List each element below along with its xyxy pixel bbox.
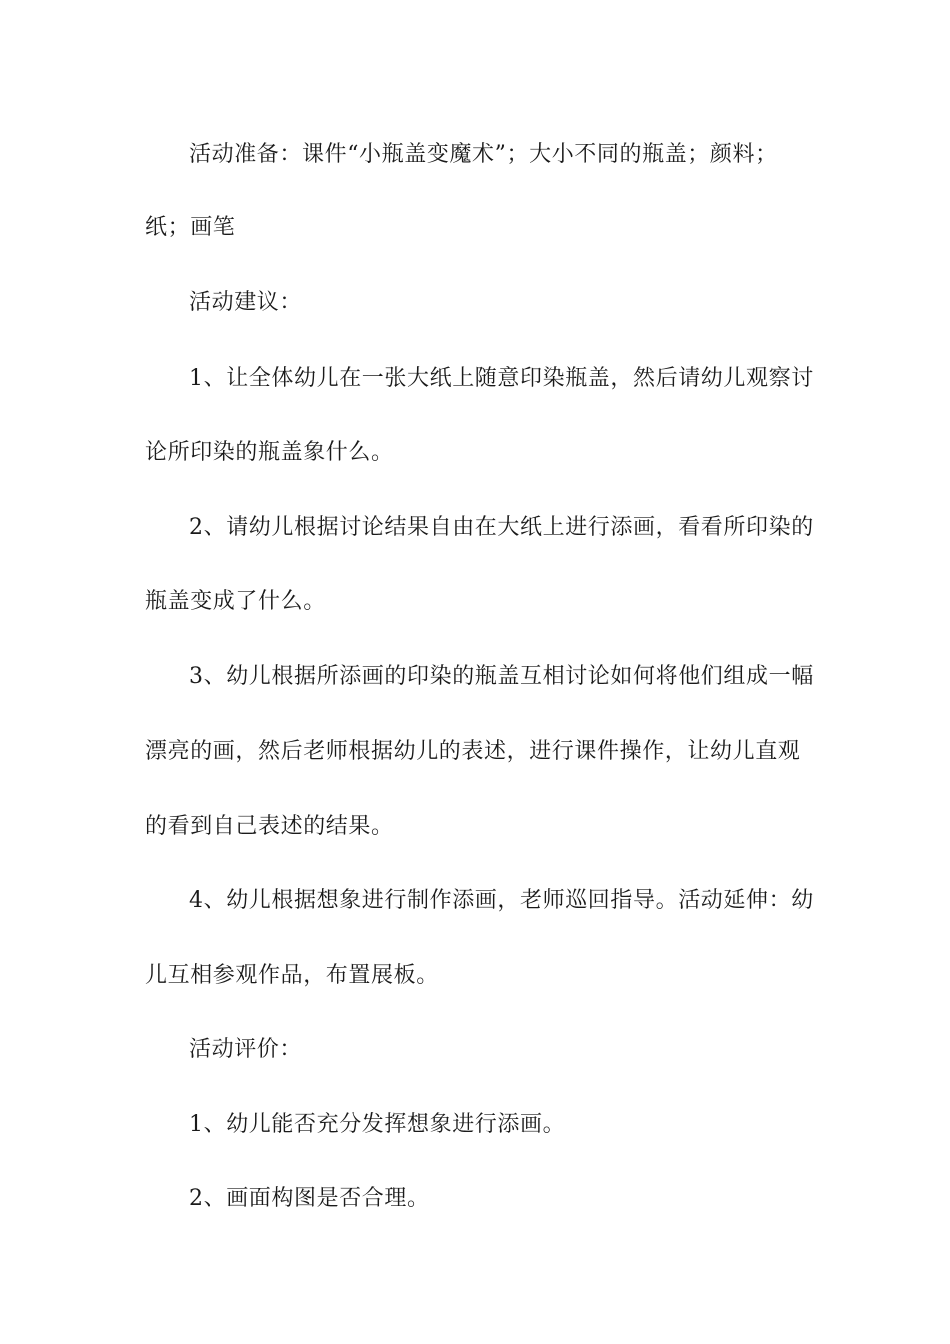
evaluation-item-1: 1、幼儿能否充分发挥想象进行添画。 (189, 1112, 566, 1137)
item-3-line-3: 的看到自己表述的结果。 (145, 814, 394, 839)
item-2-line-2: 瓶盖变成了什么。 (145, 589, 326, 614)
heading-evaluation: 活动评价： (189, 1037, 303, 1062)
item-4-line-2: 儿互相参观作品，布置展板。 (145, 963, 439, 988)
item-4-line-1: 4、幼儿根据想象进行制作添画，老师巡回指导。活动延伸：幼 (189, 888, 814, 913)
evaluation-item-2: 2、画面构图是否合理。 (189, 1186, 430, 1211)
item-3-line-2: 漂亮的画，然后老师根据幼儿的表述，进行课件操作，让幼儿直观 (145, 739, 801, 764)
item-1-line-1: 1、让全体幼儿在一张大纸上随意印染瓶盖，然后请幼儿观察讨 (189, 366, 814, 391)
item-3-line-1: 3、幼儿根据所添画的印染的瓶盖互相讨论如何将他们组成一幅 (189, 664, 814, 689)
heading-suggestions: 活动建议： (189, 290, 303, 315)
item-2-line-1: 2、请幼儿根据讨论结果自由在大纸上进行添画，看看所印染的 (189, 515, 814, 540)
paragraph-materials-line-2: 纸；画笔 (145, 215, 236, 240)
paragraph-materials-line-1: 活动准备：课件“小瓶盖变魔术”；大小不同的瓶盖；颜料； (189, 142, 778, 167)
item-1-line-2: 论所印染的瓶盖象什么。 (145, 440, 394, 465)
